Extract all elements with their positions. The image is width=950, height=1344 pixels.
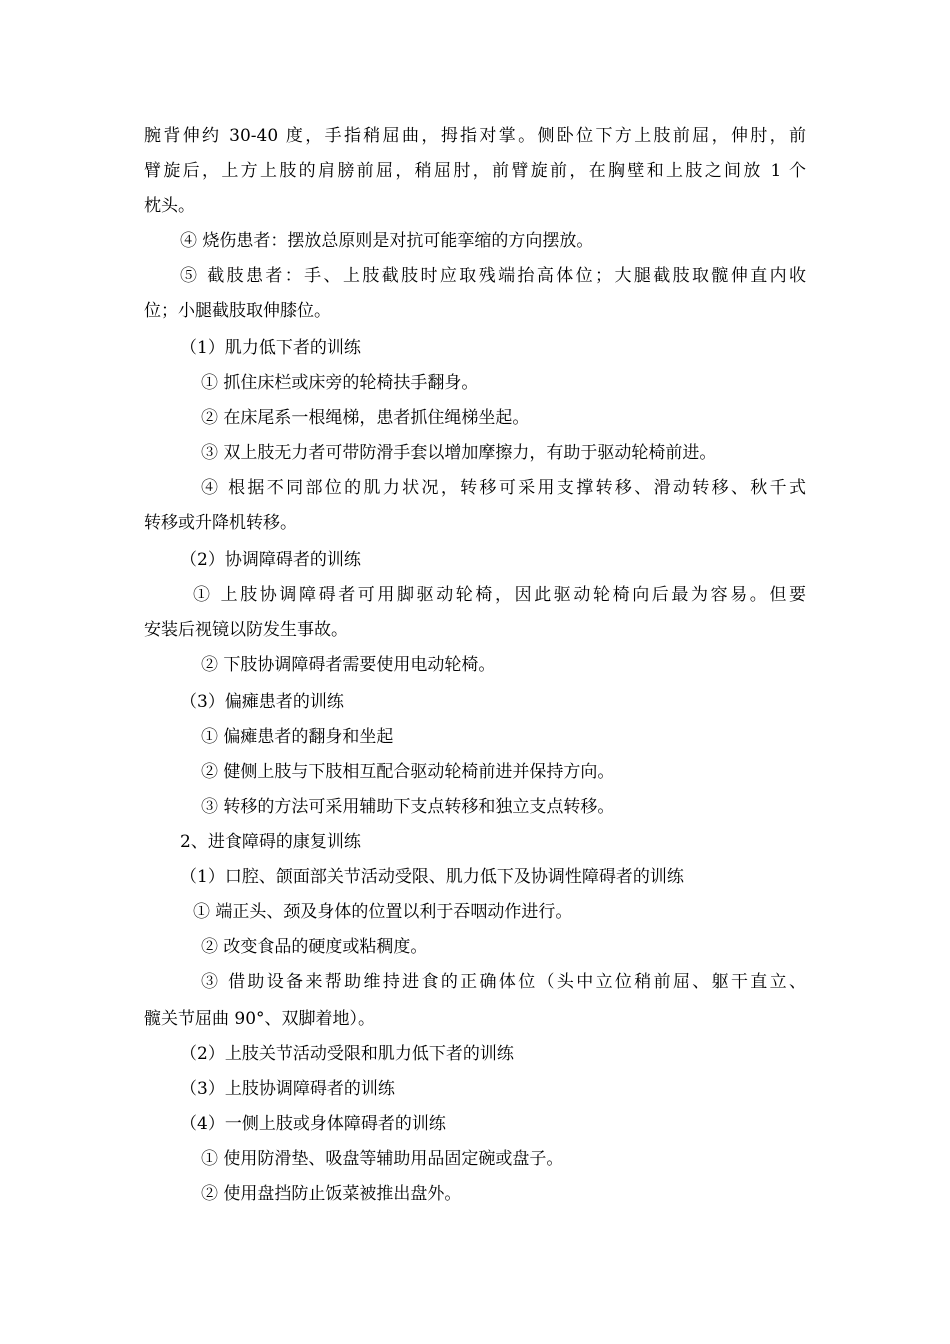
text-line: ① 使用防滑垫、吸盘等辅助用品固定碗或盘子。 [201, 1149, 564, 1169]
text-line: ② 健侧上肢与下肢相互配合驱动轮椅前进并保持方向。 [201, 762, 615, 782]
text-line: ④ 根据不同部位的肌力状况，转移可采用支撑转移、滑动转移、秋千式 [201, 478, 806, 498]
section-heading: （2）上肢关节活动受限和肌力低下者的训练 [180, 1044, 514, 1064]
text-line: ③ 转移的方法可采用辅助下支点转移和独立支点转移。 [201, 797, 615, 817]
text-line: ② 下肢协调障碍者需要使用电动轮椅。 [201, 655, 496, 675]
text-line: 安装后视镜以防发生事故。 [144, 620, 348, 640]
section-heading: 2、进食障碍的康复训练 [180, 832, 361, 852]
section-heading: （1）口腔、颌面部关节活动受限、肌力低下及协调性障碍者的训练 [180, 867, 684, 887]
text-line: 枕头。 [144, 196, 195, 216]
text-line: ④ 烧伤患者：摆放总原则是对抗可能挛缩的方向摆放。 [180, 231, 594, 251]
text-line: ③ 双上肢无力者可带防滑手套以增加摩擦力，有助于驱动轮椅前进。 [201, 443, 717, 463]
text-line: ② 在床尾系一根绳梯，患者抓住绳梯坐起。 [201, 408, 530, 428]
text-line: ② 改变食品的硬度或粘稠度。 [201, 937, 428, 957]
text-line: 位；小腿截肢取伸膝位。 [144, 301, 331, 321]
text-line: ① 端正头、颈及身体的位置以利于吞咽动作进行。 [193, 902, 573, 922]
text-line: ⑤ 截肢患者：手、上肢截肢时应取残端抬高体位；大腿截肢取髋伸直内收 [180, 266, 806, 286]
text-line: ③ 借助设备来帮助维持进食的正确体位（头中立位稍前屈、躯干直立、 [201, 972, 806, 992]
section-heading: （1）肌力低下者的训练 [180, 338, 361, 358]
text-line: 转移或升降机转移。 [144, 513, 297, 533]
section-heading: （4）一侧上肢或身体障碍者的训练 [180, 1114, 446, 1134]
section-heading: （2）协调障碍者的训练 [180, 550, 361, 570]
text-line: ① 偏瘫患者的翻身和坐起 [201, 727, 394, 747]
text-line: ② 使用盘挡防止饭菜被推出盘外。 [201, 1184, 462, 1204]
text-line: ① 抓住床栏或床旁的轮椅扶手翻身。 [201, 373, 479, 393]
text-line: 臂旋后，上方上肢的肩膀前屈，稍屈肘，前臂旋前，在胸壁和上肢之间放 1 个 [144, 161, 806, 181]
text-line: ① 上肢协调障碍者可用脚驱动轮椅，因此驱动轮椅向后最为容易。但要 [193, 585, 806, 605]
section-heading: （3）上肢协调障碍者的训练 [180, 1079, 395, 1099]
section-heading: （3）偏瘫患者的训练 [180, 692, 344, 712]
text-line: 腕背伸约 30-40 度，手指稍屈曲，拇指对掌。侧卧位下方上肢前屈，伸肘，前 [144, 126, 806, 146]
text-line: 髋关节屈曲 90°、双脚着地）。 [144, 1009, 376, 1029]
